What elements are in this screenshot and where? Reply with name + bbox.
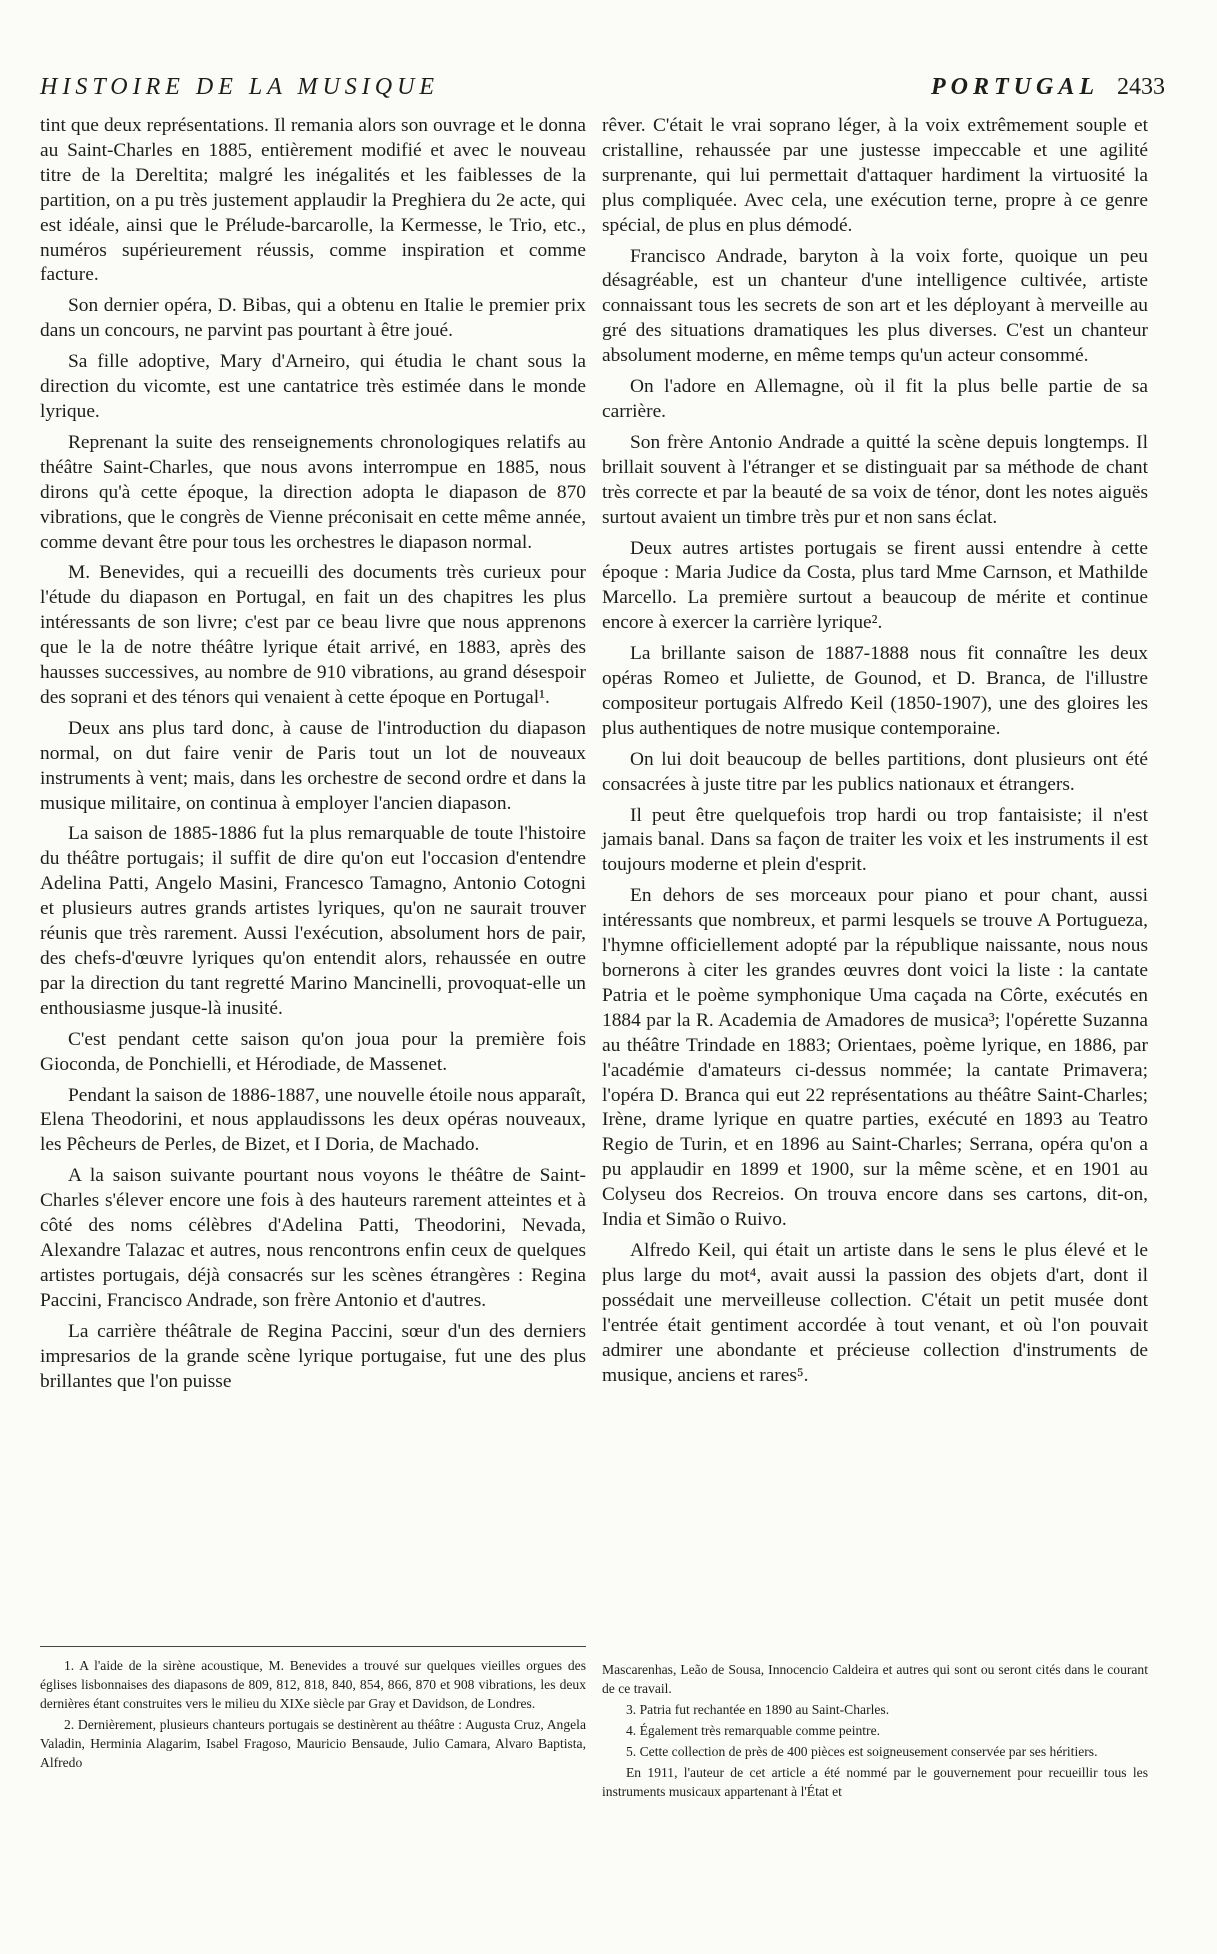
footnote: Mascarenhas, Leão de Sousa, Innocencio Caldeira et autres qui sont ou seront cités dans le courant de ce travail. — [602, 1662, 1148, 1696]
footnote: En 1911, l'auteur de cet article a été nommé par le gouvernement pour recueillir tous les instruments musicaux appartenant à l'État et — [602, 1765, 1148, 1799]
paragraph: Deux ans plus tard donc, à cause de l'introduction du diapason normal, on dut faire venir de Paris tout un lot de nouveaux instruments à vent; mais, dans les orchestre de second ordre et dans la musique militaire, on continua à employer l'ancien diapason. — [40, 717, 586, 814]
paragraph: Francisco Andrade, baryton à la voix forte, quoique un peu désagréable, est un chanteur d'une intelligence cultivée, artiste connaissant tous les secrets de son art et les déployant à merveille au gré des situations dramatiques les plus diverses. C'est un chanteur absolument moderne, en même temps qu'un acteur consommé. — [602, 245, 1148, 367]
paragraph: On lui doit beaucoup de belles partitions, dont plusieurs ont été consacrées à juste titre par les publics nationaux et étrangers. — [602, 748, 1148, 795]
footnote-rule — [40, 1646, 586, 1647]
right-text-column — [602, 114, 1148, 1388]
footnote: 1. A l'aide de la sirène acoustique, M. Benevides a trouvé sur quelques vieilles orgues des églises lisbonnaises des diapasons de 809, 812, 818, 840, 854, 866, 870 et 908 vibrations, les deux dernières étant construites vers le milieu du XIXe siècle par Gray et Davidson, de Londres. — [40, 1658, 586, 1711]
paragraph: La brillante saison de 1887-1888 nous fit connaître les deux opéras Romeo et Juliette, de Gounod, et D. Branca, de l'illustre compositeur portugais Alfredo Keil (1850-1907), une des gloires les plus authentiques de notre musique contemporaine. — [602, 643, 1148, 739]
footnote: 3. Patria fut rechantée en 1890 au Saint-Charles. — [626, 1702, 890, 1717]
footnote: 4. Également très remarquable comme peintre. — [626, 1723, 881, 1738]
paragraph: M. Benevides, qui a recueilli des documents très curieux pour l'étude du diapason en Portugal, en fait un des chapitres les plus intéressants de son livre; c'est par ce beau livre que nous apprenons que le la de notre théâtre lyrique était arrivé, en 1883, après des hausses successives, au nombre de 910 vibrations, au grand désespoir des soprani et des ténors qui venaient à cette époque en Portugal¹. — [40, 562, 586, 708]
header-left-title: HISTOIRE DE LA MUSIQUE — [40, 74, 440, 100]
running-header — [40, 70, 1165, 104]
footnote: 5. Cette collection de près de 400 pièces est soigneusement conservée par ses héritiers. — [626, 1744, 1098, 1759]
paragraph: Alfredo Keil, qui était un artiste dans le sens le plus élevé et le plus large du mot⁴, avait aussi la passion des objets d'art, dont il possédait une merveilleuse collection. C'était un petit musée dont l'entrée était gentiment accordée à tout venant, et où l'on pouvait admirer une abondante et précieuse collection d'instruments de musique, anciens et rares⁵. — [602, 1239, 1148, 1386]
paragraph: La carrière théâtrale de Regina Paccini, sœur d'un des derniers impresarios de la grande scène lyrique portugaise, fut une des plus brillantes que l'on puisse — [40, 1320, 586, 1392]
paragraph: La saison de 1885-1886 fut la plus remarquable de toute l'histoire du théâtre portugais; il suffit de dire qu'on eut l'occasion d'entendre Adelina Patti, Angelo Masini, Francesco Tamagno, Antonio Cotogni et plusieurs autres grands artistes lyriques, qu'on ne saurait trouver réunis que très rarement. Aussi l'exécution, absolument hors de pair, des chefs-d'œuvre lyriques qu'on entendit alors, rehaussée en outre par la direction du tant regretté Marino Mancinelli, provoquat-elle un enthousiasme jusque-là inusité. — [40, 823, 586, 1019]
paragraph: Deux autres artistes portugais se firent aussi entendre à cette époque : Maria Judice da Costa, plus tard Mme Carnson, et Mathilde Marcello. La première surtout a beaucoup de mérite et continue encore à exercer la carrière lyrique². — [602, 537, 1148, 634]
footnote: 2. Dernièrement, plusieurs chanteurs portugais se destinèrent au théâtre : Augusta Cruz, Angela Valadin, Herminia Alagarim, Isabel Fragoso, Mauricio Bensaude, Julio Camara, Alvaro Baptista, Alfredo — [40, 1717, 586, 1770]
footnotes-left — [40, 1656, 586, 1774]
paragraph: Sa fille adoptive, Mary d'Arneiro, qui étudia le chant sous la direction du vicomte, est une cantatrice très estimée dans le monde lyrique. — [40, 351, 586, 422]
paragraph: rêver. C'était le vrai soprano léger, à la voix extrêmement souple et cristalline, rehaussée par une justesse impeccable et une agilité surprenante, qui lui permettait d'attaquer hardiment la virtuosité la plus compliquée. Avec cela, une exécution terne, propre à ce genre spécial, de plus en plus démodé. — [602, 115, 1148, 236]
paragraph: Son dernier opéra, D. Bibas, qui a obtenu en Italie le premier prix dans un concours, ne parvint pas pourtant à être joué. — [40, 295, 586, 342]
header-right — [931, 74, 1165, 101]
page-number: 2433 — [1117, 74, 1165, 100]
paragraph: On l'adore en Allemagne, où il fit la plus belle partie de sa carrière. — [602, 376, 1148, 422]
paragraph: C'est pendant cette saison qu'on joua pour la première fois Gioconda, de Ponchielli, et Hérodiade, de Massenet. — [40, 1028, 586, 1075]
paragraph: Son frère Antonio Andrade a quitté la scène depuis longtemps. Il brillait souvent à l'étranger et se distinguait par sa méthode de chant très correcte et par la beauté de sa voix de ténor, dont les notes aiguës surtout avaient un timbre très pur et non sans éclat. — [602, 431, 1148, 528]
paragraph: tint que deux représentations. Il remania alors son ouvrage et le donna au Saint-Charles en 1885, entièrement modifié et avec le nouveau titre de la Dereltita; malgré les inégalités et les faiblesses de la partition, on a pu très justement applaudir la Preghiera du 2e acte, qui est idéale, ainsi que le Prélude-barcarolle, la Kermesse, le Trio, etc., numéros supérieurement réussis, comme inspiration et comme facture. — [40, 115, 586, 286]
paragraph: En dehors de ses morceaux pour piano et pour chant, aussi intéressants que nombreux, et parmi lesquels se trouve A Portugueza, l'hymne officiellement adopté par la république naissante, nous nous bornerons à citer les grandes œuvres dont voici la liste : la cantate Patria et le poème symphonique Uma caçada na Côrte, exécutés en 1884 par la R. Academia de Amadores de musica³; l'opérette Suzanna au théâtre Trindade en 1883; Orientaes, poème lyrique, en 1886, par l'académie d'amateurs ci-dessus nommée; la cantate Primavera; l'opéra D. Branca qui eut 22 représentations au théâtre Saint-Charles; Irène, drame lyrique en quatre parties, exécuté en 1893 au Teatro Regio de Turin, et en 1896 au Saint-Charles; Serrana, opéra qu'on a pu applaudir en 1899 et 1900, sur la même scène, et en 1901 au Colyseu dos Recreios. On trouva encore dans ses cartons, dit-on, India et Simão o Ruivo. — [602, 885, 1148, 1231]
paragraph: Il peut être quelquefois trop hardi ou trop fantaisiste; il n'est jamais banal. Dans sa façon de traiter les voix et les instruments il est toujours moderne et plein d'esprit. — [602, 804, 1148, 876]
left-text-column — [40, 114, 586, 1394]
paragraph: Reprenant la suite des renseignements chronologiques relatifs au théâtre Saint-Charles, que nous avons interrompue en 1885, nous dirons qu'à cette époque, la direction adopta le diapason de 870 vibrations, que le congrès de Vienne préconisait en cette même année, comme devant être pour tous les orchestres le diapason normal. — [40, 431, 586, 553]
paragraph: Pendant la saison de 1886-1887, une nouvelle étoile nous apparaît, Elena Theodorini, et nous applaudissons les deux opéras nouveaux, les Pêcheurs de Perles, de Bizet, et I Doria, de Machado. — [40, 1084, 586, 1156]
header-right-title: PORTUGAL — [931, 74, 1099, 100]
paragraph: A la saison suivante pourtant nous voyons le théâtre de Saint-Charles s'élever encore une fois à des hauteurs rarement atteintes et à côté des noms célèbres d'Adelina Patti, Theodorini, Nevada, Alexandre Talazac et autres, nous rencontrons enfin ceux de quelques artistes portugais, déjà consacrés sur les scènes étrangères : Regina Paccini, Francisco Andrade, son frère Antonio et d'autres. — [40, 1165, 586, 1311]
footnotes-right — [602, 1660, 1148, 1803]
